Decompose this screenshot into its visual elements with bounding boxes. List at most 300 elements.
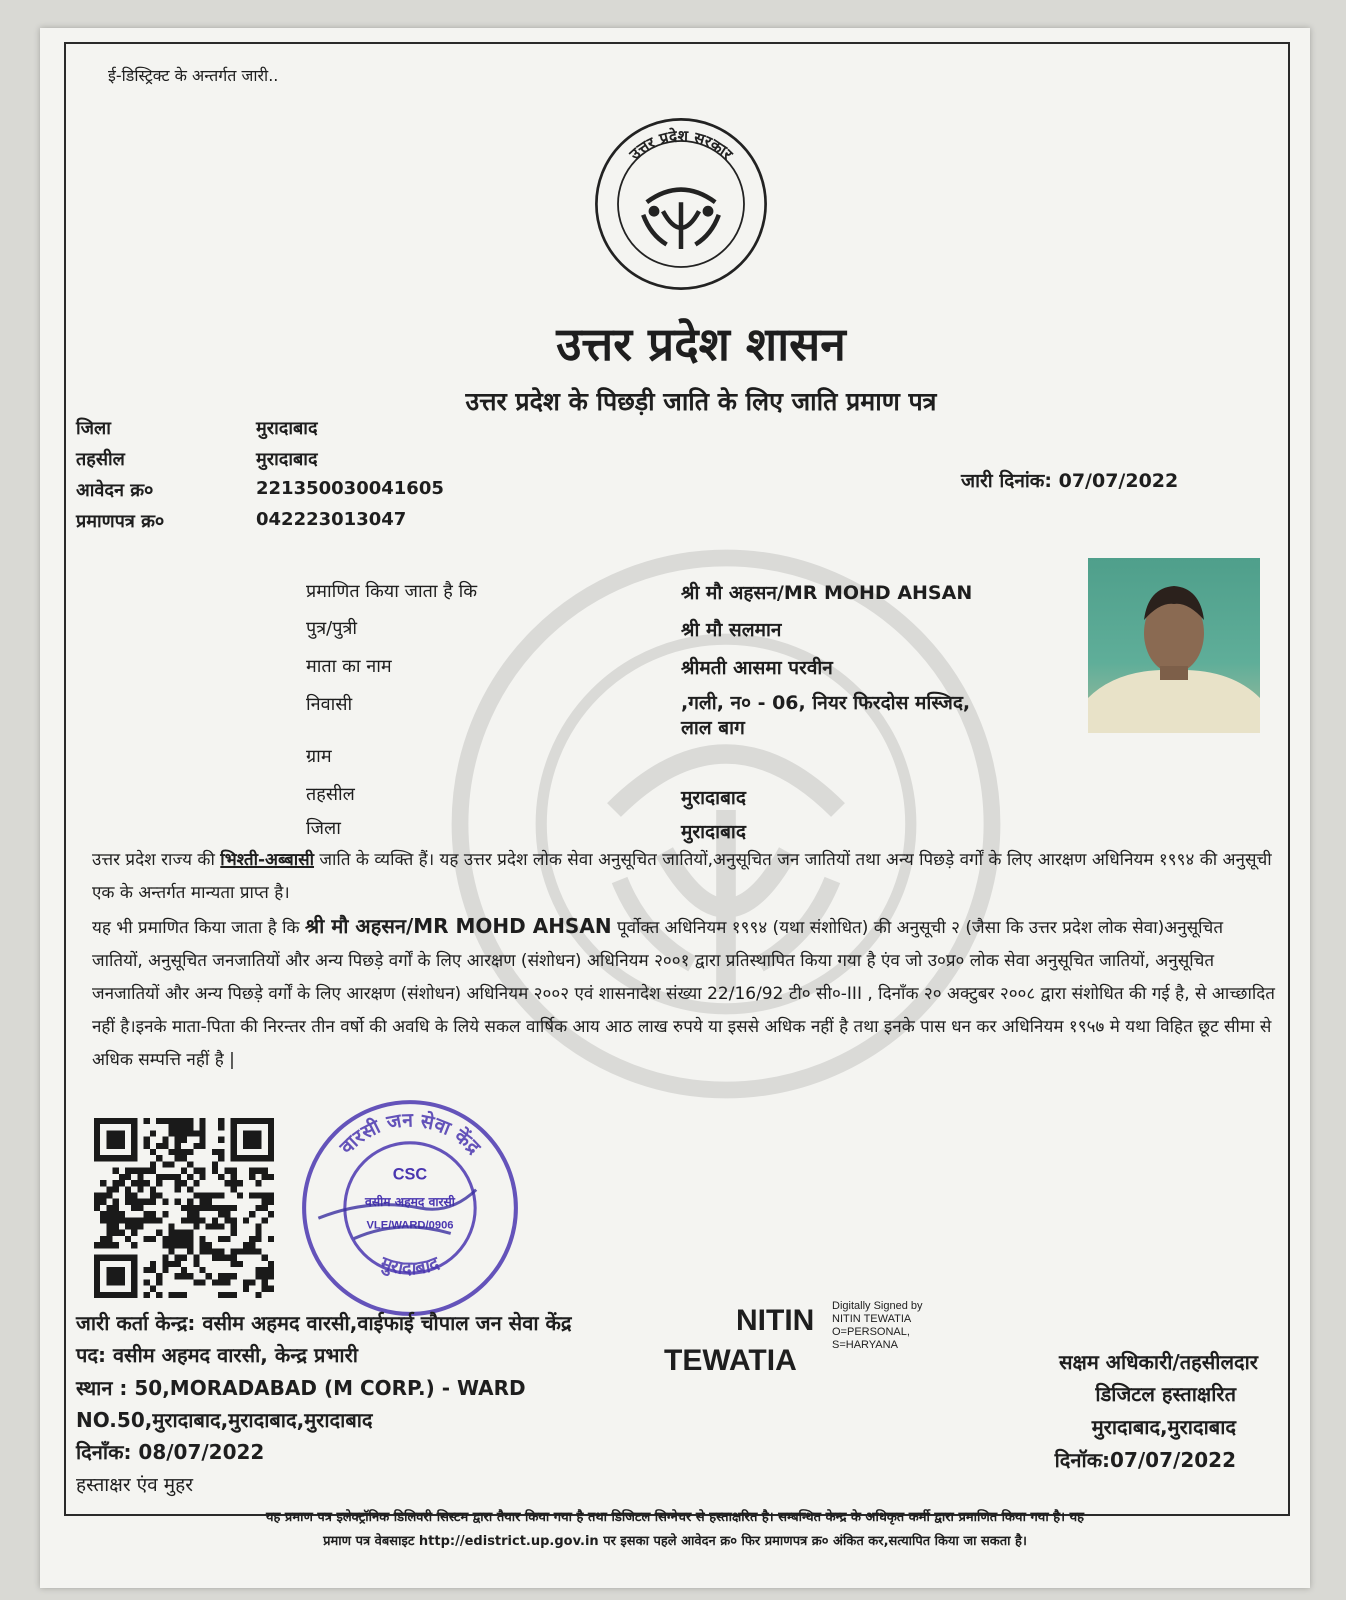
qr-module	[212, 1161, 218, 1167]
qr-module	[175, 1255, 181, 1261]
qr-module	[106, 1155, 112, 1161]
qr-module	[200, 1143, 206, 1149]
qr-module	[106, 1192, 112, 1198]
qr-module	[206, 1242, 212, 1248]
qr-module	[218, 1255, 224, 1261]
qr-module	[255, 1180, 261, 1186]
qr-module	[100, 1292, 106, 1298]
qr-module	[181, 1149, 187, 1155]
qr-module	[113, 1180, 119, 1186]
qr-module	[162, 1161, 168, 1167]
qr-module	[200, 1205, 206, 1211]
qr-module	[187, 1124, 193, 1130]
caste-para-prefix: उत्तर प्रदेश राज्य की	[92, 850, 221, 870]
application-label: आवेदन क्र०	[76, 480, 154, 501]
qr-module	[262, 1192, 268, 1198]
qr-module	[200, 1124, 206, 1130]
qr-module	[181, 1180, 187, 1186]
qr-module	[231, 1273, 237, 1279]
qr-module	[168, 1118, 174, 1124]
svg-text:उत्तर प्रदेश सरकार	[625, 127, 737, 164]
qr-module	[106, 1242, 112, 1248]
qr-module	[187, 1199, 193, 1205]
qr-module	[137, 1180, 143, 1186]
qr-module	[262, 1286, 268, 1292]
qr-module	[94, 1137, 100, 1143]
qr-module	[243, 1286, 249, 1292]
qr-module	[100, 1211, 106, 1217]
qr-module	[255, 1248, 261, 1254]
caste-paragraph	[92, 844, 1277, 910]
qr-module	[237, 1192, 243, 1198]
qr-module	[100, 1236, 106, 1242]
qr-module	[193, 1205, 199, 1211]
qr-module	[131, 1205, 137, 1211]
sig-line3: O=PERSONAL,	[832, 1326, 910, 1338]
father-name: श्री मौ सलमान	[681, 619, 782, 641]
qr-module	[262, 1273, 268, 1279]
qr-module	[113, 1267, 119, 1273]
qr-module	[181, 1236, 187, 1242]
qr-module	[150, 1286, 156, 1292]
certificate-sheet	[40, 28, 1310, 1588]
qr-module	[187, 1205, 193, 1211]
qr-module	[187, 1161, 193, 1167]
qr-module	[131, 1286, 137, 1292]
qr-module	[237, 1248, 243, 1254]
qr-module	[268, 1124, 274, 1130]
qr-module	[106, 1205, 112, 1211]
qr-module	[150, 1199, 156, 1205]
qr-module	[200, 1174, 206, 1180]
qr-module	[206, 1248, 212, 1254]
qr-module	[162, 1255, 168, 1261]
qr-module	[106, 1267, 112, 1273]
qr-module	[212, 1248, 218, 1254]
qr-module	[175, 1242, 181, 1248]
qr-module	[125, 1168, 131, 1174]
issuer-post: पद: वसीम अहमद वारसी, केन्द्र प्रभारी	[76, 1343, 358, 1367]
qr-module	[131, 1242, 137, 1248]
qr-module	[262, 1118, 268, 1124]
qr-module	[175, 1137, 181, 1143]
qr-module	[200, 1192, 206, 1198]
qr-module	[218, 1118, 224, 1124]
qr-module	[100, 1255, 106, 1261]
qr-module	[218, 1248, 224, 1254]
qr-module	[231, 1155, 237, 1161]
qr-module	[168, 1248, 174, 1254]
qr-module	[94, 1255, 100, 1261]
qr-module	[255, 1118, 261, 1124]
qr-module	[119, 1130, 125, 1136]
qr-module	[162, 1174, 168, 1180]
qr-module	[218, 1205, 224, 1211]
qr-module	[131, 1230, 137, 1236]
qr-module	[144, 1292, 150, 1298]
qr-module	[200, 1137, 206, 1143]
certificate-title: उत्तर प्रदेश शासन	[556, 317, 846, 371]
qr-module	[175, 1273, 181, 1279]
qr-module	[131, 1118, 137, 1124]
qr-module	[181, 1124, 187, 1130]
qr-module	[150, 1161, 156, 1167]
person-silhouette-icon	[1088, 558, 1260, 733]
qr-module	[125, 1217, 131, 1223]
qr-module	[224, 1168, 230, 1174]
qr-module	[200, 1267, 206, 1273]
qr-module	[243, 1137, 249, 1143]
qr-module	[131, 1143, 137, 1149]
qr-module	[181, 1168, 187, 1174]
qr-module	[168, 1242, 174, 1248]
qr-module	[268, 1137, 274, 1143]
qr-module	[249, 1248, 255, 1254]
qr-module	[200, 1168, 206, 1174]
qr-module	[156, 1155, 162, 1161]
qr-module	[181, 1137, 187, 1143]
qr-module	[268, 1118, 274, 1124]
qr-module	[187, 1273, 193, 1279]
qr-module	[150, 1217, 156, 1223]
qr-module	[125, 1192, 131, 1198]
up-government-emblem-icon	[591, 114, 771, 294]
qr-module	[193, 1217, 199, 1223]
qr-module	[119, 1118, 125, 1124]
sig-line4: S=HARYANA	[832, 1339, 898, 1351]
qr-code[interactable]	[94, 1118, 274, 1298]
resident-address-line2: लाल बाग	[681, 717, 745, 739]
qr-module	[187, 1149, 193, 1155]
qr-module	[106, 1211, 112, 1217]
qr-module	[100, 1155, 106, 1161]
qr-module	[162, 1261, 168, 1267]
qr-module	[131, 1273, 137, 1279]
qr-module	[224, 1217, 230, 1223]
mother-label: माता का नाम	[306, 656, 392, 677]
csc-stamp	[298, 1096, 522, 1320]
qr-module	[206, 1199, 212, 1205]
qr-module	[175, 1292, 181, 1298]
qr-module	[137, 1217, 143, 1223]
qr-module	[119, 1180, 125, 1186]
certified-label: प्रमाणित किया जाता है कि	[306, 581, 478, 602]
qr-module	[224, 1292, 230, 1298]
qr-module	[94, 1130, 100, 1136]
qr-module	[144, 1211, 150, 1217]
qr-module	[181, 1273, 187, 1279]
qr-module	[144, 1279, 150, 1285]
qr-module	[237, 1155, 243, 1161]
qr-module	[113, 1224, 119, 1230]
resident-label: निवासी	[306, 694, 353, 715]
qr-module	[268, 1286, 274, 1292]
qr-module	[125, 1186, 131, 1192]
certificate-border	[64, 42, 1290, 1516]
qr-module	[193, 1261, 199, 1267]
qr-module	[137, 1205, 143, 1211]
qr-module	[106, 1279, 112, 1285]
qr-module	[193, 1168, 199, 1174]
top-note: ई-डिस्ट्रिक्ट के अन्तर्गत जारी..	[108, 66, 279, 85]
qr-module	[262, 1168, 268, 1174]
qr-module	[249, 1137, 255, 1143]
qr-module	[100, 1180, 106, 1186]
qr-module	[262, 1217, 268, 1223]
qr-module	[181, 1217, 187, 1223]
qr-module	[131, 1224, 137, 1230]
qr-module	[243, 1279, 249, 1285]
qr-module	[113, 1199, 119, 1205]
qr-module	[255, 1236, 261, 1242]
qr-module	[156, 1279, 162, 1285]
qr-module	[100, 1118, 106, 1124]
qr-module	[181, 1255, 187, 1261]
qr-module	[231, 1168, 237, 1174]
qr-module	[175, 1199, 181, 1205]
qr-module	[206, 1224, 212, 1230]
qr-module	[187, 1174, 193, 1180]
qr-module	[131, 1279, 137, 1285]
qr-module	[268, 1273, 274, 1279]
cert-para-suffix: पूर्वोक्त अधिनियम १९९४ (यथा संशोधित) की अनुसूची २ (जैसा कि उत्तर प्रदेश लोक सेवा)अनुसूचित जातियों, अनुसूचित जनजातियों और अन्य पिछड़े वर्गों के लिए आरक्षण (संशोधन) अधिनियम २००१ द्वारा प्रतिस्थापित किया गया है एंव जो उ०प्र० लोक सेवा अनुसूचित जातियों, अनुसूचित जनजातियों और अन्य पिछड़े वर्गों के लिए आरक्षण (संशोधन) अधिनियम २००२ एवं शासनादेश संख्या 22/16/92 टी० सी०-III , दिनाँक २० अक्टुबर २००८ द्वारा संशोधित की गई है, से आच्छादित नहीं है।इनके माता-पिता की निरन्तर तीन वर्षो की अवधि के लिये सकल वार्षिक आय आठ लाख रुपये या इससे अधिक नहीं है तथा इनके पास धन कर अधिनियम १९५७ मे यथा विहित छूट सीमा से अधिक सम्पत्ति नहीं है |	[92, 918, 1275, 1070]
qr-module	[162, 1267, 168, 1273]
qr-module	[113, 1230, 119, 1236]
qr-module	[268, 1143, 274, 1149]
qr-module	[94, 1124, 100, 1130]
qr-module	[150, 1192, 156, 1198]
qr-module	[119, 1267, 125, 1273]
qr-module	[125, 1155, 131, 1161]
cert-para-name: श्री मौ अहसन/MR MOHD AHSAN	[305, 914, 612, 938]
certificate-number: 042223013047	[256, 509, 407, 530]
application-number: 221350030041605	[256, 478, 444, 499]
qr-module	[119, 1143, 125, 1149]
qr-module	[131, 1130, 137, 1136]
qr-module	[218, 1273, 224, 1279]
qr-module	[125, 1224, 131, 1230]
qr-module	[131, 1199, 137, 1205]
qr-module	[156, 1217, 162, 1223]
qr-module	[137, 1199, 143, 1205]
qr-module	[231, 1180, 237, 1186]
qr-module	[94, 1267, 100, 1273]
qr-module	[94, 1261, 100, 1267]
qr-module	[106, 1224, 112, 1230]
qr-module	[131, 1124, 137, 1130]
qr-module	[131, 1149, 137, 1155]
signer-first-name: NITIN	[736, 1304, 815, 1337]
qr-module	[168, 1130, 174, 1136]
qr-module	[162, 1236, 168, 1242]
issuer-date: दिनाँक: 08/07/2022	[76, 1440, 265, 1464]
qr-module	[156, 1180, 162, 1186]
qr-module	[268, 1149, 274, 1155]
qr-module	[168, 1261, 174, 1267]
district-value-2: मुरादाबाद	[681, 821, 746, 843]
qr-module	[144, 1236, 150, 1242]
qr-module	[175, 1149, 181, 1155]
qr-module	[187, 1236, 193, 1242]
qr-module	[268, 1192, 274, 1198]
qr-module	[94, 1292, 100, 1298]
qr-module	[224, 1205, 230, 1211]
qr-module	[106, 1143, 112, 1149]
qr-module	[249, 1168, 255, 1174]
qr-module	[206, 1205, 212, 1211]
qr-module	[237, 1118, 243, 1124]
qr-module	[94, 1286, 100, 1292]
tehsil-value: मुरादाबाद	[256, 449, 318, 470]
issuer-place-line1: स्थान : 50,MORADABAD (M CORP.) - WARD	[76, 1376, 526, 1400]
qr-module	[94, 1279, 100, 1285]
qr-module	[168, 1236, 174, 1242]
qr-module	[119, 1230, 125, 1236]
qr-module	[162, 1137, 168, 1143]
qr-module	[255, 1273, 261, 1279]
qr-module	[231, 1174, 237, 1180]
qr-module	[255, 1205, 261, 1211]
qr-module	[94, 1149, 100, 1155]
qr-module	[106, 1292, 112, 1298]
qr-module	[212, 1224, 218, 1230]
qr-module	[106, 1236, 112, 1242]
qr-module	[156, 1174, 162, 1180]
qr-module	[119, 1217, 125, 1223]
qr-module	[131, 1168, 137, 1174]
qr-module	[200, 1199, 206, 1205]
qr-module	[156, 1292, 162, 1298]
qr-module	[144, 1137, 150, 1143]
qr-module	[113, 1211, 119, 1217]
qr-module	[156, 1230, 162, 1236]
district-label: जिला	[76, 418, 111, 439]
qr-module	[255, 1230, 261, 1236]
qr-module	[243, 1130, 249, 1136]
qr-module	[106, 1217, 112, 1223]
qr-module	[224, 1273, 230, 1279]
qr-module	[262, 1205, 268, 1211]
qr-module	[144, 1180, 150, 1186]
qr-module	[200, 1130, 206, 1136]
qr-module	[150, 1149, 156, 1155]
qr-module	[200, 1248, 206, 1254]
qr-module	[113, 1130, 119, 1136]
footer-line2: प्रमाण पत्र वेबसाइट http://edistrict.up.gov.in पर इसका पहले आवेदन क्र० फिर प्रमाणपत्र क्र० अंकित कर,सत्यापित किया जा सकता है।	[323, 1534, 1027, 1549]
qr-module	[268, 1211, 274, 1217]
qr-module	[119, 1279, 125, 1285]
qr-module	[231, 1118, 237, 1124]
son-daughter-label: पुत्र/पुत्री	[306, 618, 358, 639]
qr-module	[175, 1118, 181, 1124]
qr-module	[113, 1217, 119, 1223]
qr-module	[94, 1273, 100, 1279]
caste-name: भिश्ती-अब्बासी	[220, 850, 315, 870]
qr-module	[131, 1292, 137, 1298]
qr-module	[237, 1261, 243, 1267]
qr-module	[168, 1174, 174, 1180]
qr-module	[243, 1242, 249, 1248]
qr-module	[144, 1199, 150, 1205]
qr-module	[119, 1292, 125, 1298]
qr-module	[100, 1217, 106, 1223]
qr-module	[262, 1255, 268, 1261]
qr-module	[113, 1273, 119, 1279]
qr-module	[255, 1267, 261, 1273]
qr-module	[144, 1168, 150, 1174]
qr-module	[262, 1267, 268, 1273]
qr-module	[262, 1155, 268, 1161]
qr-module	[94, 1242, 100, 1248]
qr-module	[249, 1211, 255, 1217]
qr-module	[113, 1255, 119, 1261]
qr-module	[113, 1292, 119, 1298]
qr-module	[144, 1118, 150, 1124]
qr-module	[212, 1168, 218, 1174]
qr-module	[187, 1130, 193, 1136]
qr-module	[255, 1130, 261, 1136]
qr-module	[156, 1192, 162, 1198]
qr-module	[181, 1267, 187, 1273]
qr-module	[231, 1205, 237, 1211]
qr-module	[243, 1118, 249, 1124]
qr-module	[231, 1217, 237, 1223]
qr-module	[113, 1168, 119, 1174]
qr-module	[231, 1130, 237, 1136]
qr-module	[231, 1248, 237, 1254]
qr-module	[162, 1242, 168, 1248]
qr-module	[249, 1242, 255, 1248]
qr-module	[113, 1155, 119, 1161]
qr-module	[94, 1118, 100, 1124]
qr-module	[200, 1236, 206, 1242]
qr-module	[131, 1192, 137, 1198]
stamp-id: VLE/WARD/0906	[366, 1219, 454, 1232]
authority-designation: सक्षम अधिकारी/तहसीलदार	[1058, 1350, 1258, 1374]
qr-module	[125, 1199, 131, 1205]
issue-date: जारी दिनांक: 07/07/2022	[961, 470, 1179, 492]
qr-module	[168, 1161, 174, 1167]
qr-module	[212, 1192, 218, 1198]
qr-module	[193, 1130, 199, 1136]
qr-module	[125, 1174, 131, 1180]
qr-module	[200, 1217, 206, 1223]
qr-module	[144, 1217, 150, 1223]
qr-module	[181, 1155, 187, 1161]
qr-module	[243, 1143, 249, 1149]
certification-paragraph	[92, 910, 1277, 1077]
qr-module	[125, 1236, 131, 1242]
qr-module	[175, 1186, 181, 1192]
qr-module	[156, 1118, 162, 1124]
qr-module	[206, 1192, 212, 1198]
caste-para-suffix: जाति के व्यक्ति हैं। यह उत्तर प्रदेश लोक सेवा अनुसूचित जातियों,अनुसूचित जन जातियों तथा अन्य पिछड़े वर्गों के लिए आरक्षण अधिनियम १९९४ की अनुसूची एक के अन्तर्गत मान्यता प्राप्त है।	[92, 850, 1272, 903]
qr-module	[231, 1230, 237, 1236]
qr-module	[168, 1292, 174, 1298]
qr-module	[175, 1180, 181, 1186]
qr-module	[249, 1143, 255, 1149]
qr-module	[144, 1267, 150, 1273]
qr-module	[218, 1155, 224, 1161]
qr-module	[100, 1242, 106, 1248]
qr-module	[131, 1261, 137, 1267]
qr-module	[150, 1267, 156, 1273]
qr-module	[106, 1137, 112, 1143]
qr-module	[94, 1143, 100, 1149]
qr-module	[113, 1137, 119, 1143]
qr-module	[119, 1273, 125, 1279]
qr-module	[218, 1124, 224, 1130]
